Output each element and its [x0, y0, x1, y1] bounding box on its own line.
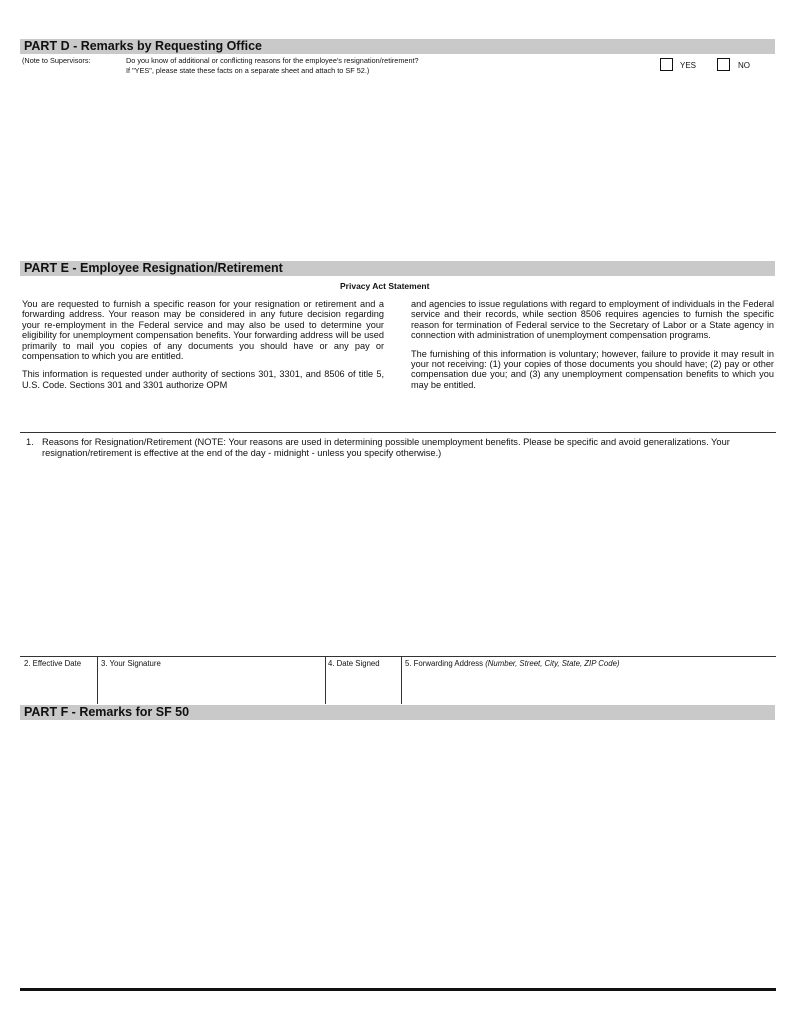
q1-text: Reasons for Resignation/Retirement (NOTE: Your reasons are used in determining possible unemployment benefits. Please be specific and avoid generalizations. Your resignation/retirement is effective at the end of the day - midnight - unless you specify otherwise.)	[42, 437, 730, 458]
no-label: NO	[738, 61, 750, 70]
privacy-right-paragraph-1: and agencies to issue regulations with regard to employment of individuals in the Federal service and their records, while section 8506 requires agencies to furnish the specific reason for termination of Federal service to the Secretary of Labor or a State agency in connection with administration of unemployment compensation programs.	[411, 299, 774, 341]
part-f-title: PART F - Remarks for SF 50	[24, 705, 190, 719]
part-f-header	[20, 705, 775, 720]
date-signed-label: 4. Date Signed	[328, 659, 380, 668]
forwarding-address-hint: (Number, Street, City, State, ZIP Code)	[485, 659, 620, 668]
no-checkbox[interactable]	[717, 58, 730, 71]
part-d-title: PART D - Remarks by Requesting Office	[24, 39, 263, 53]
part-e-title: PART E - Employee Resignation/Retirement	[24, 261, 283, 275]
effective-date-field[interactable]	[21, 669, 96, 703]
yes-checkbox[interactable]	[660, 58, 673, 71]
part-e-header	[20, 261, 775, 276]
date-signed-field[interactable]	[326, 669, 400, 703]
note-question-line1: Do you know of additional or conflicting reasons for the employee's resignation/retirement?	[126, 56, 419, 65]
q1-number: 1.	[26, 437, 34, 447]
forwarding-address-field[interactable]	[402, 669, 775, 703]
fields-top-rule	[20, 656, 776, 657]
privacy-left-paragraph-1: You are requested to furnish a specific reason for your resignation or retirement and a forwarding address. Your reason may be considered in any future decision regarding your re-employment in the Federal service and may also be used to determine your eligibility for unemployment compensation benefits. Your forwarding address will be used primarily to mail you copies of any documents you should have or any pay or compensation to which you are entitled.	[22, 299, 384, 362]
reasons-input-area[interactable]	[20, 466, 776, 651]
privacy-right-paragraph-2: The furnishing of this information is voluntary; however, failure to provide it may result in your not receiving: (1) your copies of those documents you should have; (2) pay or other compensation due you; and (3) any unemployment compensation benefits to which you may be entitled.	[411, 348, 774, 390]
yes-label: YES	[680, 61, 697, 70]
note-label: (Note to Supervisors:	[22, 56, 91, 65]
effective-date-label: 2. Effective Date	[24, 659, 82, 668]
forwarding-address-title: 5. Forwarding Address	[405, 659, 484, 668]
privacy-act-title: Privacy Act Statement	[340, 281, 430, 291]
forwarding-address-label	[405, 659, 620, 668]
privacy-left-column	[22, 299, 384, 398]
privacy-right-column	[411, 299, 774, 398]
part-d-remarks-area[interactable]	[20, 78, 775, 258]
divider	[20, 432, 776, 433]
signature-label: 3. Your Signature	[101, 659, 161, 668]
part-d-header	[20, 39, 775, 54]
signature-field[interactable]	[98, 669, 324, 703]
part-f-remarks-area[interactable]	[20, 722, 775, 984]
note-question-line2: If "YES", please state these facts on a separate sheet and attach to SF 52.)	[126, 66, 370, 75]
privacy-left-paragraph-2: This information is requested under authority of sections 301, 3301, and 8506 of title 5, U.S. Code. Sections 301 and 3301 authorize OPM	[22, 369, 384, 390]
bottom-rule	[20, 988, 776, 991]
